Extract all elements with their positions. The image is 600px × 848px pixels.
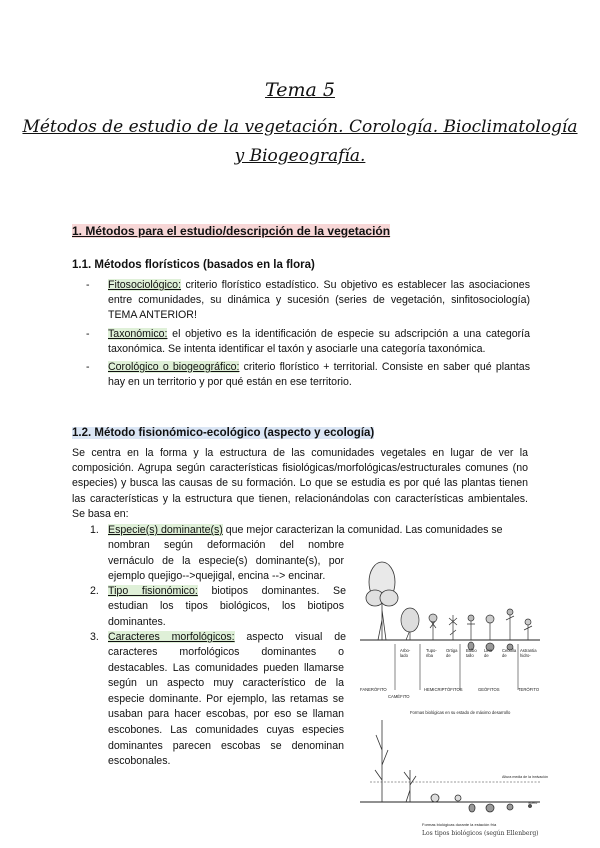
text-line: nombran según deformación del nombre xyxy=(108,539,344,551)
subsection-1-1-heading: 1.1. Métodos florísticos (basados en la flora) xyxy=(72,259,315,271)
page-subtitle-line1: Métodos de estudio de la vegetación. Corología. Bioclimatología xyxy=(22,117,578,137)
fig-label: Cebolla xyxy=(502,648,517,653)
item-text: aspecto visual de xyxy=(234,631,346,643)
numbered-item-2-cont xyxy=(108,599,344,630)
fig-caption-mid: Formas biológicas en su estado de máximo desarrollo xyxy=(410,710,511,715)
fig-group-label: GEÓFITOS xyxy=(478,687,500,692)
text-line: dominantes parecen escobas se denominan xyxy=(108,739,344,752)
text-line: especie dominante. Por ejemplo, las retamas se xyxy=(108,692,344,705)
fig-label: de xyxy=(446,653,451,658)
life-forms-figure xyxy=(360,540,548,835)
fig-label: de xyxy=(502,653,507,658)
item-text: el objetivo es la identificación de especie su adscripción a una categoría taxonómica. Se intenta identificar el taxón y asociarle una categoría taxonómica. xyxy=(108,327,530,355)
item-text: criterio florístico + territorial. Consiste en saber qué plantas hay en un territorio y por qué están en ese territorio. xyxy=(108,361,530,389)
numbered-item-1-cont xyxy=(108,538,344,585)
winter-forms-icons xyxy=(375,720,532,812)
section-1-heading-text: 1. Métodos para el estudio/descripción de la vegetación xyxy=(72,224,391,238)
fig-label: Lirio xyxy=(484,648,492,653)
item-label: Caracteres morfológicos: xyxy=(108,631,235,643)
text-line: ejemplo quejigo-->quejigal, encina --> encinar. xyxy=(108,570,326,583)
item-number: 1. xyxy=(90,524,99,536)
fig-label: tallo xyxy=(466,653,474,658)
subsection-1-2-heading-text: 1.2. Método fisionómico-ecológico (aspecto y ecología) xyxy=(72,427,375,439)
fig-altura-label: Altura media de la innivación xyxy=(502,775,548,779)
tree-icon xyxy=(366,562,398,640)
fig-group-label: FANERÓFITO xyxy=(360,687,387,692)
item-label: Taxonómico: xyxy=(108,327,168,340)
page-title: Tema 5 xyxy=(265,79,335,101)
item-label: Corológico o biogeográfico: xyxy=(108,361,240,374)
text-line: destacables. Las comunidades pueden llamarse xyxy=(108,661,344,674)
fig-suelo-label: Suelo xyxy=(528,801,538,805)
text-line: caracteres morfológicos dominantes o xyxy=(108,646,344,658)
item-text: criterio florístico estadístico. Su objetivo es establecer las asociaciones entre comunidades, su dinámica y sucesión (series de vegetación, sinfitosociología) TEMA ANTERIOR! xyxy=(108,279,530,322)
fig-label: Bulbo xyxy=(466,648,477,653)
item-label: Especie(s) dominante(s) xyxy=(108,524,223,536)
list-item: - Corológico o biogeográfico: criterio florístico + territorial. Consiste en saber qué plantas hay en un territorio y por qué están en ese territorio. xyxy=(86,361,530,389)
floristic-methods-list xyxy=(86,278,530,393)
fig-label: Astrantia xyxy=(520,648,537,653)
herb-icons xyxy=(429,609,532,651)
text-line: dominantes. xyxy=(108,615,166,628)
item-number: 2. xyxy=(90,585,99,597)
subsection-1-2-heading xyxy=(72,427,374,439)
fig-label: de xyxy=(484,653,489,658)
text-line: escobonales. xyxy=(108,755,171,768)
fig-label: Arbo- xyxy=(400,648,411,653)
list-item: - Taxonómico: el objetivo es la identificación de especie su adscripción a una categoría taxonómica. Se intenta identificar el taxón y asociarle una categoría taxonómica. xyxy=(86,327,530,355)
item-label: Fitosociológico: xyxy=(108,279,182,291)
fig-group-label: HEMICRIPTÓFITOS xyxy=(424,687,463,692)
shrub-icon xyxy=(401,608,419,640)
fig-group-label: CAMÉFITO xyxy=(388,694,410,699)
item-label: Tipo fisionómico: xyxy=(108,585,198,597)
text-line: estudian los tipos biológicos, los biotipos xyxy=(108,600,344,612)
page-subtitle-line2: y Biogeografía. xyxy=(234,146,366,166)
list-item: - Fitosociológico: criterio florístico estadístico. Su objetivo es establecer las asociaciones entre comunidades, su dinámica y sucesión (series de vegetación, sinfitosociología) TEMA ANTERIOR! xyxy=(86,279,530,322)
figure-caption: Los tipos biológicos (según Ellenberg) xyxy=(422,830,539,837)
section-1-heading xyxy=(72,224,390,238)
physiognomic-intro: Se centra en la forma y la estructura de las comunidades vegetales en lugar de ver la composición. Agrupa según características fisiológicas/morfológicas/estructurales comunes (no especies) y busca las causas de su formación. Lo que se estudia es por qué las plantas tienen las características y la estructura que tienen, relacionándolas con características ambientales. Se basa en: xyxy=(72,447,528,520)
fig-caption-bottom: Formas biológicas durante la estación fría xyxy=(422,822,497,827)
fig-label: Tupo- xyxy=(426,648,437,653)
fig-label: riba xyxy=(426,653,433,658)
numbered-item-3-cont xyxy=(108,645,344,770)
text-line: vernáculo de la especie(s) dominante(s), por xyxy=(108,554,344,567)
fig-group-label: TERÓFITO xyxy=(518,687,540,692)
fig-label: lado xyxy=(400,653,408,658)
text-line: escobones. Las comunidades cuyas especies xyxy=(108,723,344,736)
fig-label: hidro- xyxy=(520,653,531,658)
item-number: 3. xyxy=(90,631,99,643)
fig-label: Ortiga xyxy=(446,648,458,653)
text-line: usaban para hacer escobas, por eso se llaman xyxy=(108,708,344,721)
item-text: biotipos dominantes. Se xyxy=(197,585,347,597)
item-text: que mejor caracterizan la comunidad. Las comunidades se xyxy=(222,524,503,536)
text-line: según un aspecto muy característico de la xyxy=(108,677,344,690)
